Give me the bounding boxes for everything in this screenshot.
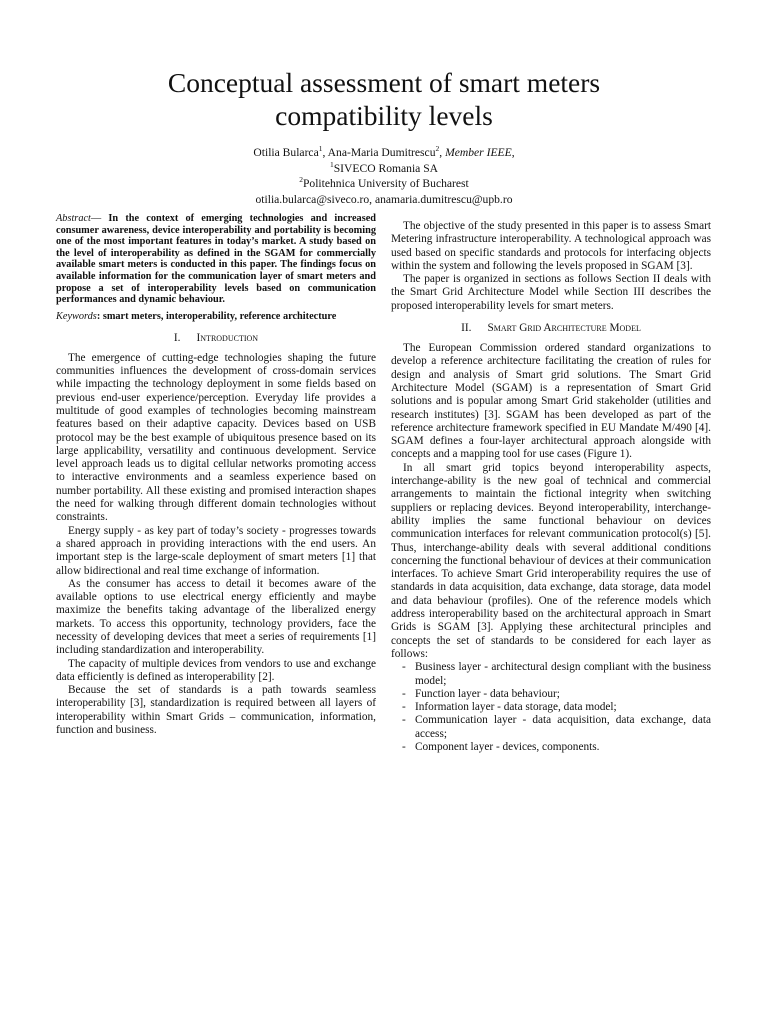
author-1-affil-mark: 1 (318, 144, 323, 154)
list-item: - Component layer - devices, components. (391, 741, 711, 754)
abstract (56, 213, 376, 306)
keywords-label: Keywords (56, 310, 97, 322)
intro-paragraph-3: As the consumer has access to detail it becomes aware of the available options to use electrical energy efficiently and maybe maximize the benefits taking advantage of the liberalized energy markets. To access this opportunity, technology providers, face the necessity of developing devices that meet a series of requirements [1] including standardization and interoperability. (56, 577, 376, 657)
author-names: Otilia Bularca$^1$, Ana-Maria Dumitrescu$^2$, Member IEEE, (253, 144, 515, 159)
layer-list (391, 661, 711, 754)
affiliation-1-mark: 1 (329, 159, 334, 169)
affiliation-2-mark: 2 (299, 175, 303, 185)
section-1-number: I. (173, 331, 181, 344)
intro-paragraph-4: The capacity of multiple devices from vendors to use and exchange data efficiently is defined as interoperability [2]. (56, 657, 376, 683)
section-2-heading (391, 321, 711, 335)
author-2-membership: Member IEEE (445, 146, 512, 159)
index-terms (56, 311, 376, 323)
sgam-paragraph-1: The European Commission ordered standard organizations to develop a reference architecture facilitating the creation of rules for design and analysis of Smart grid solutions. The Smart Grid Architecture Model (SGAM) is a representation of Smart Grid solutions and is popular among Smart Grid stakeholder (utilities and research institutes) [3]. SGAM has been developed as part of the reference architecture framework specified in EU Mandate M/490 [4]. SGAM defines a four-layer architectural approach alongside with concepts and a mapping tool for use cases (Figure 1). (391, 342, 711, 461)
keywords-text: : smart meters, interoperability, reference architecture (96, 310, 337, 322)
section-2-title: Smart Grid Architecture Model (487, 322, 641, 335)
author-emails: otilia.bularca@siveco.ro, anamaria.dumitrescu@upb.ro (255, 192, 513, 206)
objective-paragraph: The objective of the study presented in this paper is to assess Smart Metering infrastructure interoperability. A technological approach was used based on specific standards and protocols for interfacing objects within the system and following the levels proposed in SGAM [3]. (391, 220, 711, 272)
list-item: - Business layer - architectural design compliant with the business model; (391, 661, 711, 688)
author-separator: , (322, 146, 328, 159)
section-1-title: Introduction (196, 331, 259, 344)
affiliation-2 (60, 176, 708, 192)
section-2-number: II. (461, 322, 472, 335)
affiliation-2-name: Politehnica University of Bucharest (302, 177, 469, 190)
abstract-dash: — (90, 213, 102, 224)
section-1-heading (56, 331, 376, 345)
author-2-affil-mark: 2 (435, 144, 440, 154)
intro-paragraph-2: Energy supply - as key part of today’s society - progresses towards a shared approach in providing interactions with the end users. An important step is the large-scale deployment of smart meters [1] that allow bidirectional and real time exchange of information. (56, 524, 376, 577)
author-2: Ana-Maria Dumitrescu (327, 146, 436, 159)
title-line-2: compatibility levels (275, 100, 493, 131)
affiliation-1 (60, 161, 708, 177)
left-column (56, 213, 376, 737)
intro-paragraph-1: The emergence of cutting-edge technologies shaping the future communities influences the development of cross-domain services while impacting the technology deployment in some fields based on previous end-user experience/perception. Everyday life provides a multitude of good examples of technologies becoming mainstream features based on their adaptive capacity. Devices based on USB protocol may be the best example of ubiquitous presence based on its large applicability, versatility and continuous development. Service level approach leads us to digital cellular networks promoting access to interactive environments and a seamless experience based on number portability. All these existing and promised interaction shapes the need for walking through different domain technologies without constraints. (56, 351, 376, 524)
right-column (391, 220, 711, 754)
list-item: - Information layer - data storage, data model; (391, 701, 711, 714)
affiliation-1-name: SIVECO Romania SA (333, 161, 439, 175)
title-line-1: Conceptual assessment of smart meters (167, 67, 601, 98)
author-block (60, 145, 708, 207)
abstract-text: In the context of emerging technologies and increased consumer awareness, device interoperability and portability is becoming one of the most important features in today’s market. A study based on the level of interoperability as defined in the SGAM for commercially available smart meters is conducted in this paper. The findings focus on available information for the communication layer of smart meters and propose a set of interoperability levels based on communication performances and dynamic behaviour. (56, 213, 376, 306)
organization-paragraph: The paper is organized in sections as follows Section II deals with the Smart Grid Architecture Model while Section III describes the proposed interoperability levels for smart meters. (391, 273, 711, 312)
paper-title (60, 66, 708, 132)
list-item: - Communication layer - data acquisition, data exchange, data access; (391, 714, 711, 741)
list-item: - Function layer - data behaviour; (391, 688, 711, 701)
sgam-paragraph-2: In all smart grid topics beyond interoperability aspects, interchange-ability is the new goal of technical and commercial arrangements to maintain the fictional integrity when switching suppliers or replacing devices. Beyond interoperability, interchange-ability implies the same functional behaviour on devices communication interfaces for relevant communication protocol(s) [5]. Thus, interchange-ability deals with several additional conditions concerning the functional behaviour of devices at their communication interfaces. To achieve Smart Grid interoperability requires the use of standards in data acquisition, data exchange, data storage, data model and data behaviour (profiles). One of the reference models which address interoperability based on the architectural approach in Smart Grids is SGAM [3]. Applying these architectural principles and concepts the set of standards to be considered for each layer as follows: (391, 461, 711, 660)
author-1: Otilia Bularca (253, 146, 319, 159)
abstract-label: Abstract (56, 213, 91, 224)
intro-paragraph-5: Because the set of standards is a path towards seamless interoperability [3], standardization is required between all layers of interoperability within Smart Grids – communication, information, function and business. (56, 684, 376, 737)
